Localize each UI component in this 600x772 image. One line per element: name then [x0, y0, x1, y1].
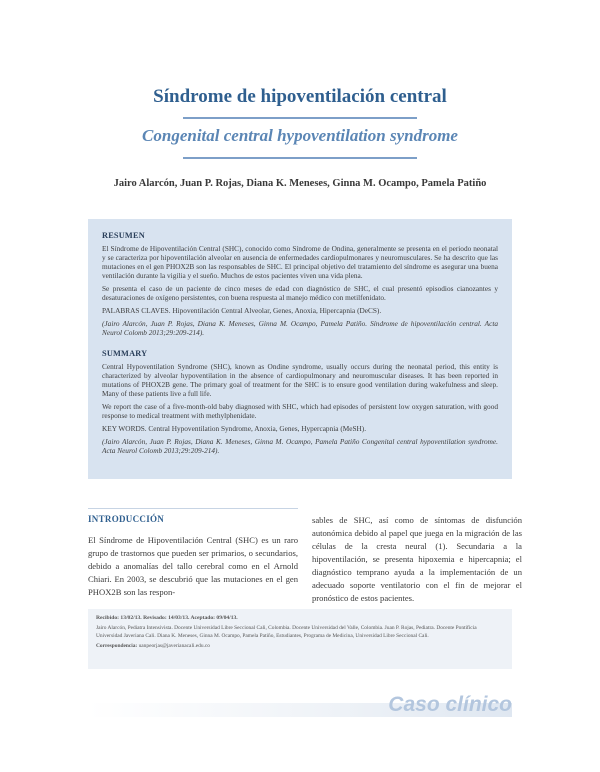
resumen-paragraph-1: El Síndrome de Hipoventilación Central (SHC), conocido como Síndrome de Ondina, generalmente se presenta en el periodo neonatal y se caracteriza por hipoventilación alveolar en ausencia de enfermedades cardiopulmonares y neuromusculares. Se ha descrito que las mutaciones en el gen PHOX2B son las responsables de SHC. El principal objetivo del tratamiento del síndrome es asegurar una buena ventilación durante la vigilia y el sueño. Muchos de estos pacientes viven una vida plena. [102, 244, 498, 280]
resumen-citation: (Jairo Alarcón, Juan P. Rojas, Diana K. Meneses, Ginna M. Ocampo, Pamela Patiño. Síndrome de hipoventilación central. Acta Neurol Colomb 2013;29:209-214). [102, 319, 498, 337]
affiliations: Jairo Alarcón, Pediatra Intensivista. Docente Universidad Libre Seccional Cali, Colombia. Docente Universidad del Valle, Colombia. Juan P. Rojas, Pediatra. Docente Pontificia Universidad Javeriana Cali. Diana K. Meneses, Ginna M. Ocampo, Pamela Patiño, Estudiantes, Programa de Medicina, Universidad Libre Seccional Cali. [96, 625, 477, 639]
summary-keywords: KEY WORDS. Central Hypoventilation Syndrome, Anoxia, Genes, Hypercapnia (MeSH). [102, 424, 367, 433]
intro-divider [88, 508, 298, 509]
intro-right-text: sables de SHC, así como de síntomas de disfunción autonómica debido al papel que juega en la migración de las células de la cresta neural (1). Secundaria a la hipoventilación, se presenta hipoxemia e hipercapnia; el diagnóstico temprano ayuda a la implementación de un adecuado soporte ventilatorio con el fin de mejorar el pronóstico de estos pacientes. [312, 515, 522, 603]
intro-right-column [312, 514, 522, 605]
intro-left-text: El Síndrome de Hipoventilación Central (SHC) es un raro grupo de trastornos que pueden ser primarios, o secundarios, debido a anomalías del tallo cerebral como en el Arnold Chiari. En 2003, se descubrió que las mutaciones en el gen PHOX2B son las respon- [88, 535, 298, 597]
abstract-box [88, 219, 512, 479]
resumen-keywords: PALABRAS CLAVES. Hipoventilación Central Alveolar, Genes, Anoxia, Hipercapnia (DeCS). [102, 306, 382, 315]
received-dates: Recibido: 13/02/13. Revisado: 14/03/13. Aceptado: 09/04/13. [96, 615, 238, 621]
correspondence [96, 643, 504, 650]
summary-paragraph-1: Central Hypoventilation Syndrome (SHC), known as Ondine syndrome, usually occurs during the neonatal period, this entity is characterized by alveolar hypoventilation in the absence of cardiopulmonary and neuromuscular diseases. It has been reported in mutations of PHOX2B gene. The primary goal of treatment for the SHC is to ensure good ventilation during wakefulness and sleep. Many of these patients live a full life. [102, 362, 498, 398]
intro-left-column [88, 513, 298, 599]
subtitle-divider [183, 157, 417, 159]
correspondence-email[interactable]: uanpeorjas@javerianacali.edu.co [138, 643, 211, 650]
summary-citation: (Jairo Alarcón, Juan P. Rojas, Diana K. Meneses, Ginna M. Ocampo, Pamela Patiño Congenital central hypoventilation syndrome. Acta Neurol Colomb 2013;29:209-214). [102, 437, 498, 455]
intro-heading: INTRODUCCIÓN [88, 514, 165, 524]
section-label: Caso clínico [388, 693, 512, 716]
summary-heading: SUMMARY [102, 349, 148, 358]
article-footer [88, 609, 512, 669]
resumen-paragraph-2: Se presenta el caso de un paciente de cinco meses de edad con diagnóstico de SHC, el cual presentó episodios cianozantes y desaturaciones de oxígeno persistentes, con buena respuesta al manejo médico con metilfenidato. [102, 284, 498, 302]
section-banner [0, 693, 600, 729]
correspondence-label: Correspondencia: [96, 643, 138, 650]
title-divider [183, 117, 417, 119]
summary-paragraph-2: We report the case of a five-month-old baby diagnosed with SHC, which had episodes of persistent low oxygen saturation, with good response to medical treatment with methylphenidate. [102, 402, 498, 420]
article-title: Síndrome de hipoventilación central [153, 86, 447, 107]
article-subtitle: Congenital central hypoventilation syndrome [142, 126, 458, 145]
author-list: Jairo Alarcón, Juan P. Rojas, Diana K. Meneses, Ginna M. Ocampo, Pamela Patiño [113, 178, 487, 189]
resumen-heading: RESUMEN [102, 231, 145, 240]
